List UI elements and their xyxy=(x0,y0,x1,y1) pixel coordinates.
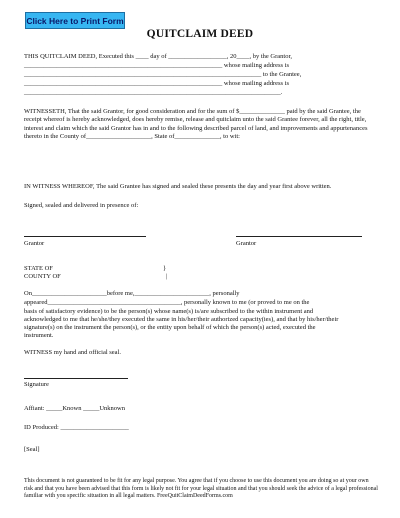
intro-line-3: _________________________________________________________________________ to the Grantee, xyxy=(24,71,302,78)
notary-line-3: basis of satisfactory evidence) to be the person(s) whose name(s) is/are subscribed to the within instrument and xyxy=(24,308,314,315)
grantor-label-right: Grantor xyxy=(236,240,257,247)
state-label: STATE OF xyxy=(24,265,53,272)
notary-line-1: On_______________________before me,_______________________, personally xyxy=(24,290,240,297)
affiant-line: Affiant: _____Known _____Unknown xyxy=(24,405,125,412)
witnesseth-paragraph: WITNESSETH, That the said Grantor, for good consideration and for the sum of $______________ paid by the said Grantee, the receipt whereof is hereby acknowledged, does hereby remise, release and quitclaim unto the said Grantee forever, all the right, title, interest and claim which the said Grantor has in and to the following described parcel of land, and improvements and appurtenances thereto in the County of____________________, State of______________, to wit: xyxy=(24,108,368,141)
state-bracket: } xyxy=(163,265,167,272)
witness-hand-text: WITNESS my hand and official seal. xyxy=(24,349,121,356)
notary-line-6: instrument. xyxy=(24,332,54,339)
county-label: COUNTY OF xyxy=(24,273,61,280)
grantor-signature-line-left[interactable] xyxy=(24,236,146,237)
in-witness-text: IN WITNESS WHEREOF, The said Grantee has signed and sealed these presents the day and year first above written. xyxy=(24,183,332,190)
intro-line-5: _______________________________________________________________________________. xyxy=(24,89,283,96)
document-title: QUITCLAIM DEED xyxy=(146,28,254,40)
grantor-label-left: Grantor xyxy=(24,240,45,247)
grantor-signature-line-right[interactable] xyxy=(236,236,362,237)
intro-line-2: _____________________________________________________________ whose mailing address is xyxy=(24,62,290,69)
notary-line-4: acknowledged to me that he/she/they executed the same in his/her/their authorized capacity(ies), and that by his/her/their xyxy=(24,316,339,323)
id-produced-line: ID Produced: _____________________ xyxy=(24,424,129,431)
notary-line-2: appeared_________________________________________, personally known to me (or proved to me on the xyxy=(24,299,310,306)
seal-label: [Seal] xyxy=(24,446,40,453)
notary-line-5: signature(s) on the instrument the person(s), or the entity upon behalf of which the person(s) acted, executed the xyxy=(24,324,316,331)
signed-sealed-text: Signed, sealed and delivered in presence of: xyxy=(24,202,139,209)
signature-label: Signature xyxy=(24,381,49,388)
county-bracket: | xyxy=(166,273,168,280)
intro-line-1: THIS QUITCLAIM DEED, Executed this ____ day of __________________, 20____, by the Grantor, xyxy=(24,53,293,60)
disclaimer-text: This document is not guaranteed to be fit for any legal purpose. You agree that if you choose to use this document you are doing so at your own risk and that you have been advised that this form is likely not fit for your legal situation and that you should seek the advice of a legal professional familiar with you specific situation in all legal matters. FreeQuitClaimDeedForms.com xyxy=(24,478,378,500)
intro-line-4: _____________________________________________________________ whose mailing address is xyxy=(24,80,290,87)
notary-signature-line[interactable] xyxy=(24,378,128,379)
print-form-button[interactable]: Click Here to Print Form xyxy=(25,12,125,29)
